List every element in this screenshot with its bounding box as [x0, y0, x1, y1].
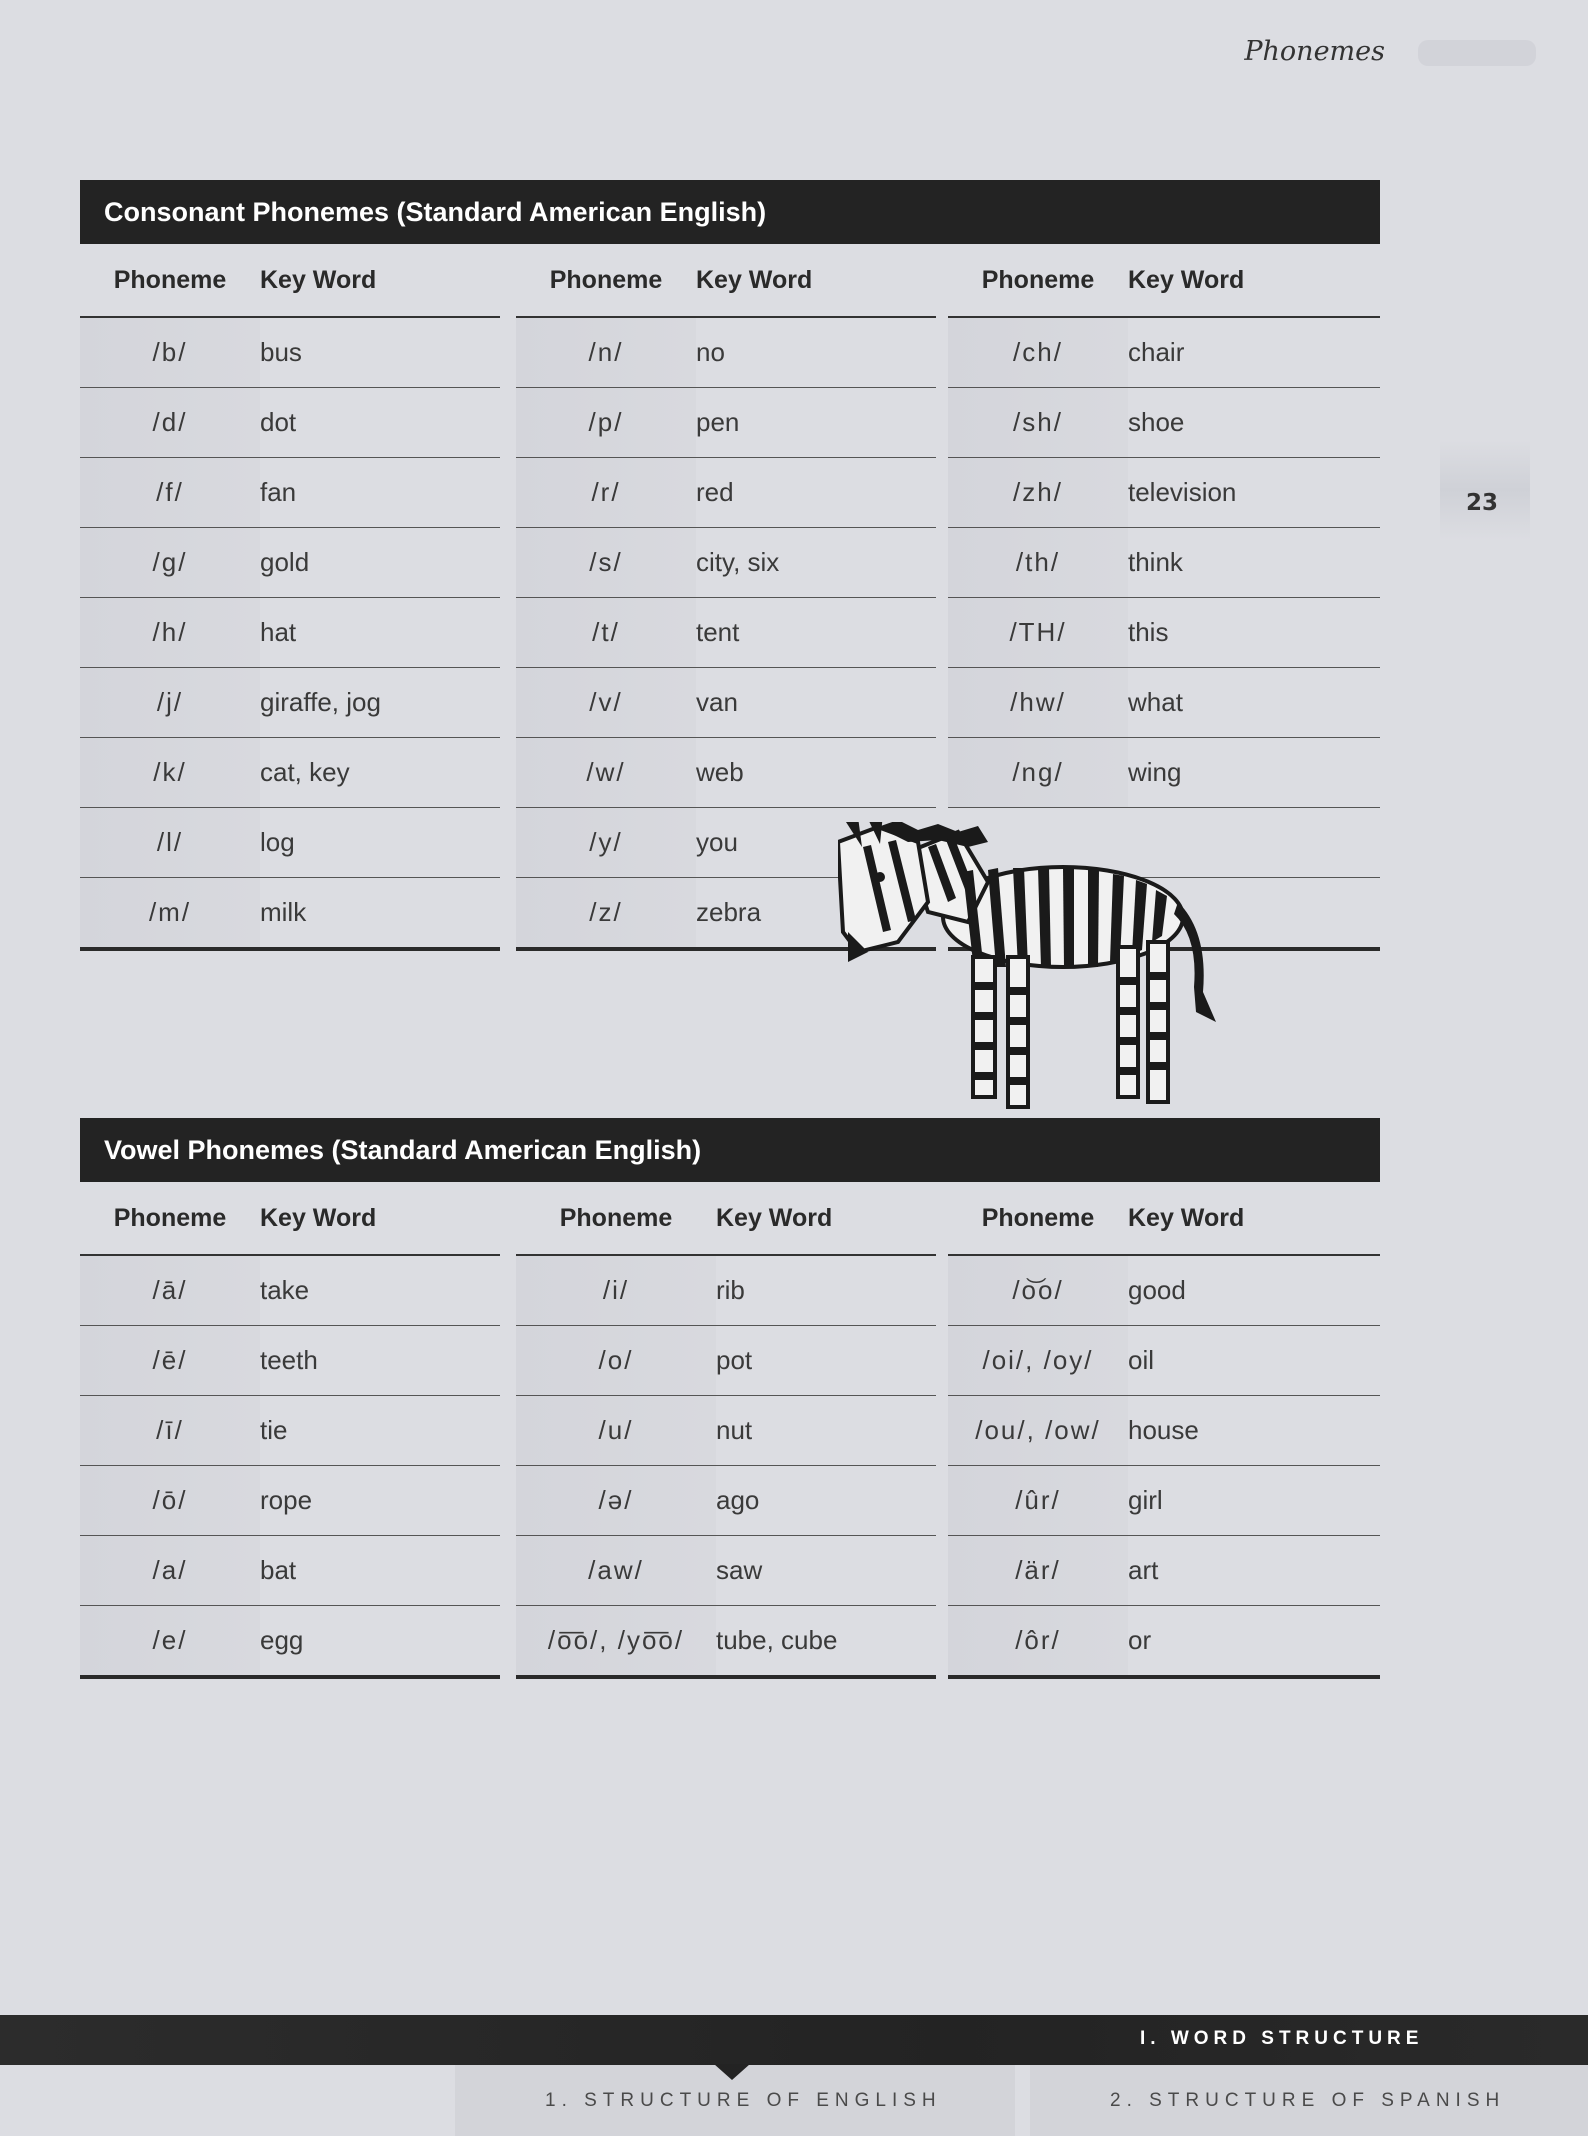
- table-row: [516, 1396, 936, 1466]
- table-row: [80, 1396, 500, 1466]
- phoneme-cell: /ā/: [80, 1256, 260, 1325]
- phoneme-cell: /b/: [80, 318, 260, 387]
- phoneme-cell: /p/: [516, 388, 696, 457]
- phoneme-cell: /v/: [516, 668, 696, 737]
- consonants-column-group: [80, 244, 500, 951]
- header-key-word: Key Word: [260, 1203, 377, 1232]
- key-word-cell: rib: [716, 1275, 745, 1305]
- phoneme-cell: /th/: [948, 528, 1128, 597]
- table-row: [516, 1256, 936, 1326]
- header-phoneme: Phoneme: [549, 265, 663, 294]
- key-word-cell: teeth: [260, 1345, 318, 1375]
- phoneme-cell: /TH/: [948, 598, 1128, 667]
- table-row: [80, 738, 500, 808]
- key-word-cell: zebra: [696, 897, 762, 927]
- phoneme-cell: /ou/, /ow/: [948, 1396, 1128, 1465]
- table-row: [80, 1606, 500, 1679]
- table-row: [80, 1466, 500, 1536]
- footer-section-title: I. WORD STRUCTURE: [1140, 2028, 1424, 2049]
- key-word-cell: good: [1128, 1275, 1186, 1305]
- key-word-cell: ago: [716, 1485, 760, 1515]
- key-word-cell: saw: [716, 1555, 763, 1585]
- phoneme-cell: /aw/: [516, 1536, 716, 1605]
- vowel-table-title: Vowel Phonemes (Standard American English): [80, 1118, 1380, 1182]
- key-word-cell: pot: [716, 1345, 753, 1375]
- key-word-cell: wing: [1128, 757, 1182, 787]
- footer-tab-english[interactable]: 1. STRUCTURE OF ENGLISH: [545, 2090, 942, 2111]
- key-word-cell: girl: [1128, 1485, 1163, 1515]
- table-row: [948, 668, 1380, 738]
- key-word-cell: cat, key: [260, 757, 350, 787]
- key-word-cell: oil: [1128, 1345, 1155, 1375]
- phoneme-cell: /o/: [516, 1326, 716, 1395]
- phoneme-cell: /ûr/: [948, 1466, 1128, 1535]
- phoneme-cell: /zh/: [948, 458, 1128, 527]
- header-phoneme: Phoneme: [981, 1203, 1095, 1232]
- vowels-column-group: [948, 1182, 1380, 1679]
- header-key-word: Key Word: [1128, 265, 1245, 294]
- running-head: Phonemes: [1244, 36, 1385, 67]
- table-header-row: [80, 244, 500, 318]
- table-row: [948, 1606, 1380, 1679]
- key-word-cell: no: [696, 337, 725, 367]
- footer-pointer-icon: [714, 2064, 750, 2080]
- phoneme-cell: /f/: [80, 458, 260, 527]
- phoneme-cell: /är/: [948, 1536, 1128, 1605]
- table-row: [948, 1466, 1380, 1536]
- table-row: [948, 598, 1380, 668]
- table-row: [516, 668, 936, 738]
- key-word-cell: bus: [260, 337, 302, 367]
- table-row: [80, 458, 500, 528]
- key-word-cell: dot: [260, 407, 297, 437]
- key-word-cell: van: [696, 687, 738, 717]
- phoneme-cell: /s/: [516, 528, 696, 597]
- table-row: [516, 1536, 936, 1606]
- consonant-columns: [80, 244, 1380, 927]
- zebra-illustration: [838, 822, 1238, 1122]
- phoneme-cell: /sh/: [948, 388, 1128, 457]
- phoneme-cell: /d/: [80, 388, 260, 457]
- phoneme-cell: /ng/: [948, 738, 1128, 807]
- key-word-cell: nut: [716, 1415, 753, 1445]
- key-word-cell: rope: [260, 1485, 313, 1515]
- key-word-cell: egg: [260, 1625, 304, 1655]
- footer-tab-spanish[interactable]: 2. STRUCTURE OF SPANISH: [1110, 2090, 1506, 2111]
- key-word-cell: milk: [260, 897, 307, 927]
- table-row: [516, 1326, 936, 1396]
- table-row: [80, 1256, 500, 1326]
- phoneme-cell: /ə/: [516, 1466, 716, 1535]
- table-header-row: [948, 1182, 1380, 1256]
- header-phoneme: Phoneme: [981, 265, 1095, 294]
- table-row: [516, 1606, 936, 1679]
- key-word-cell: fan: [260, 477, 297, 507]
- key-word-cell: house: [1128, 1415, 1199, 1445]
- key-word-cell: pen: [696, 407, 740, 437]
- phoneme-cell: /oi/, /oy/: [948, 1326, 1128, 1395]
- phoneme-cell: /t/: [516, 598, 696, 667]
- phoneme-cell: /g/: [80, 528, 260, 597]
- vowels-column-group: [516, 1182, 936, 1679]
- table-header-row: [80, 1182, 500, 1256]
- header-phoneme: Phoneme: [559, 1203, 673, 1232]
- phoneme-cell: /n/: [516, 318, 696, 387]
- table-row: [948, 1396, 1380, 1466]
- header-key-word: Key Word: [696, 265, 813, 294]
- table-row: [80, 318, 500, 388]
- phoneme-cell: /m/: [80, 878, 260, 947]
- key-word-cell: take: [260, 1275, 310, 1305]
- consonant-table: [80, 180, 1380, 927]
- key-word-cell: this: [1128, 617, 1169, 647]
- table-row: [80, 808, 500, 878]
- table-row: [516, 458, 936, 528]
- table-row: [948, 318, 1380, 388]
- table-row: [948, 528, 1380, 598]
- key-word-cell: you: [696, 827, 738, 857]
- header-phoneme: Phoneme: [113, 1203, 227, 1232]
- phoneme-cell: /y/: [516, 808, 696, 877]
- key-word-cell: think: [1128, 547, 1183, 577]
- table-row: [516, 738, 936, 808]
- key-word-cell: tent: [696, 617, 740, 647]
- phoneme-cell: /hw/: [948, 668, 1128, 737]
- header-key-word: Key Word: [1128, 1203, 1245, 1232]
- key-word-cell: television: [1128, 477, 1237, 507]
- phoneme-cell: /l/: [80, 808, 260, 877]
- key-word-cell: red: [696, 477, 734, 507]
- phoneme-cell: /r/: [516, 458, 696, 527]
- table-row: [80, 1536, 500, 1606]
- phoneme-cell: /o͞o/, /yo͞o/: [516, 1606, 716, 1675]
- consonant-table-title: Consonant Phonemes (Standard American English): [80, 180, 1380, 244]
- key-word-cell: city, six: [696, 547, 780, 577]
- phoneme-cell: /ôr/: [948, 1606, 1128, 1675]
- table-row: [80, 598, 500, 668]
- table-row: [516, 388, 936, 458]
- table-header-row: [948, 244, 1380, 318]
- phoneme-cell: /k/: [80, 738, 260, 807]
- running-head-smudge: [1418, 40, 1536, 66]
- phoneme-cell: /ē/: [80, 1326, 260, 1395]
- key-word-cell: shoe: [1128, 407, 1185, 437]
- table-header-row: [516, 244, 936, 318]
- vowel-columns: [80, 1182, 1380, 1782]
- table-row: [948, 738, 1380, 808]
- phoneme-cell: /ch/: [948, 318, 1128, 387]
- key-word-cell: what: [1128, 687, 1183, 717]
- phoneme-cell: /j/: [80, 668, 260, 737]
- key-word-cell: art: [1128, 1555, 1159, 1585]
- header-key-word: Key Word: [716, 1203, 833, 1232]
- table-row: [948, 1256, 1380, 1326]
- vowels-column-group: [80, 1182, 500, 1679]
- key-word-cell: bat: [260, 1555, 297, 1585]
- key-word-cell: or: [1128, 1625, 1152, 1655]
- key-word-cell: hat: [260, 617, 297, 647]
- key-word-cell: tube, cube: [716, 1625, 838, 1655]
- table-row: [948, 458, 1380, 528]
- key-word-cell: web: [696, 757, 744, 787]
- table-row: [516, 598, 936, 668]
- table-row: [80, 528, 500, 598]
- table-header-row: [516, 1182, 936, 1256]
- phoneme-cell: /u/: [516, 1396, 716, 1465]
- table-row: [516, 528, 936, 598]
- key-word-cell: giraffe, jog: [260, 687, 381, 717]
- phoneme-cell: /o͝o/: [948, 1256, 1128, 1325]
- header-phoneme: Phoneme: [113, 265, 227, 294]
- table-row: [948, 1326, 1380, 1396]
- key-word-cell: gold: [260, 547, 310, 577]
- page-number: 23: [1465, 490, 1498, 516]
- phoneme-cell: /a/: [80, 1536, 260, 1605]
- header-key-word: Key Word: [260, 265, 377, 294]
- table-row: [516, 318, 936, 388]
- phoneme-cell: /z/: [516, 878, 696, 947]
- phoneme-cell: /ī/: [80, 1396, 260, 1465]
- key-word-cell: log: [260, 827, 295, 857]
- table-row: [948, 388, 1380, 458]
- table-row: [80, 1326, 500, 1396]
- phoneme-cell: /e/: [80, 1606, 260, 1675]
- phoneme-cell: /h/: [80, 598, 260, 667]
- phoneme-cell: /w/: [516, 738, 696, 807]
- key-word-cell: tie: [260, 1415, 288, 1445]
- vowel-table: [80, 1118, 1380, 1782]
- table-row: [80, 668, 500, 738]
- phoneme-cell: /i/: [516, 1256, 716, 1325]
- table-row: [80, 388, 500, 458]
- key-word-cell: chair: [1128, 337, 1185, 367]
- table-row: [80, 878, 500, 951]
- table-row: [948, 1536, 1380, 1606]
- phoneme-cell: /ō/: [80, 1466, 260, 1535]
- table-row: [516, 1466, 936, 1536]
